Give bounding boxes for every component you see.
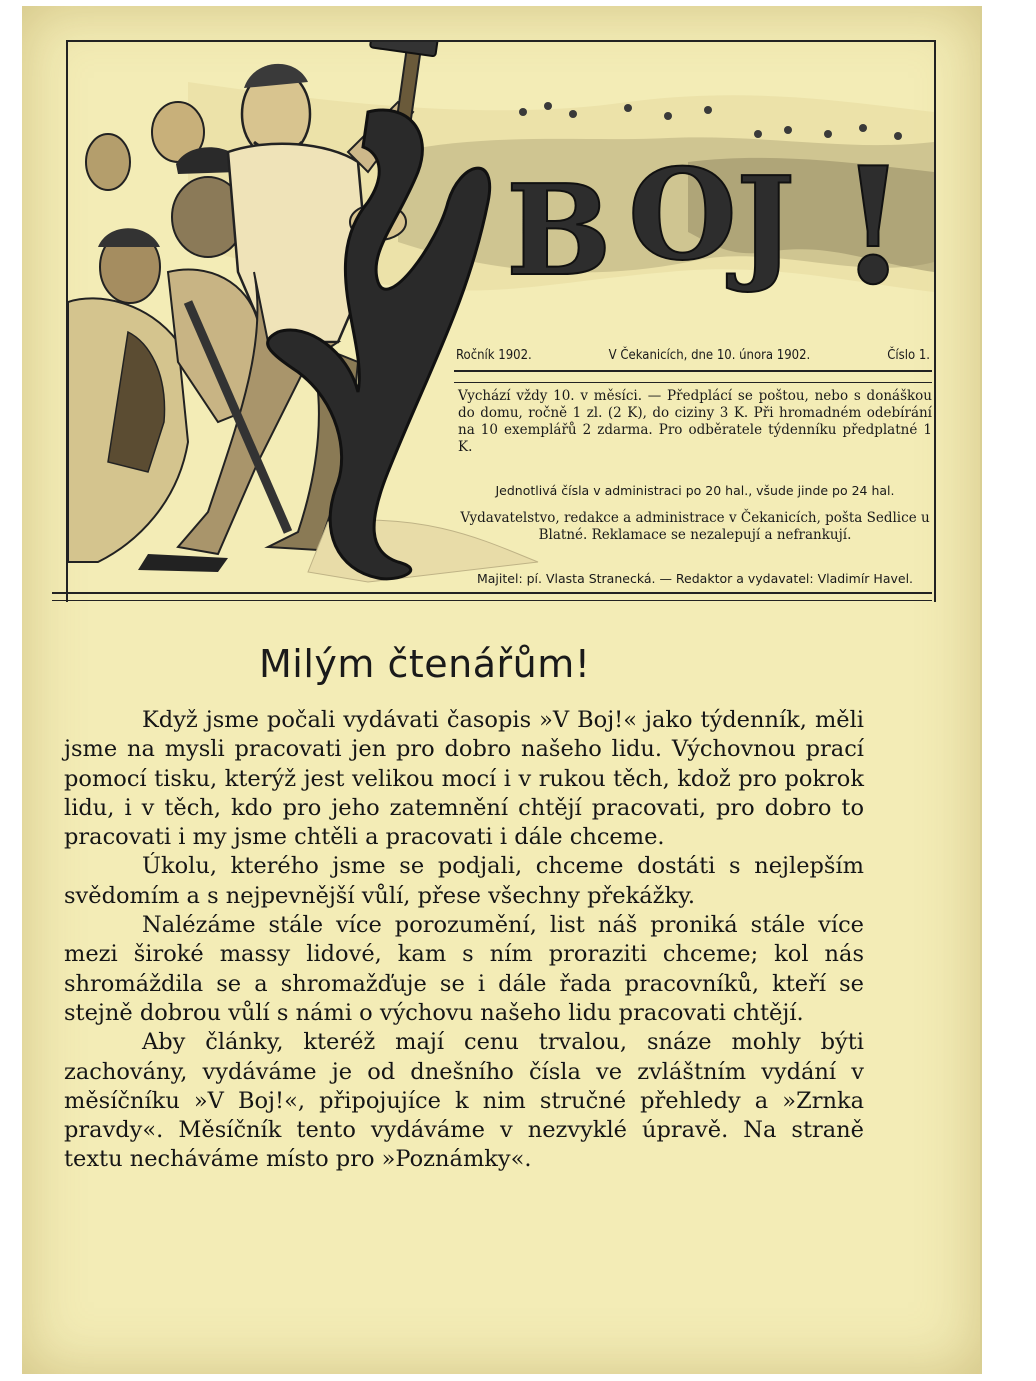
issue-number-label: Číslo 1. [887, 348, 930, 363]
publisher-text: Vydavatelstvo, redakce a administrace v Čekanicích, pošta Sedlice u Blatné. Reklamace se nezalepují a nefrankují. [460, 510, 930, 543]
header-bottom-rule [52, 592, 932, 594]
masthead-rule-2 [454, 382, 932, 383]
title-boj-text: B O J ! [506, 132, 909, 320]
article-paragraph: Aby články, kteréž mají cenu trvalou, snáze mohly býti zachovány, vydáváme je od dnešního čísla ve zvláštním vydání v měsíčníku »V Boj!«, připojujíce k nim stručné přehledy a »Zrnka pravdy«. Měsíčník tento vydáváme v nezvyklé úpravě. Na straně textu necháváme místo pro »Poznámky«. [64, 1029, 864, 1173]
place-date-label: V Čekanicích, dne 10. února 1902. [608, 348, 811, 363]
single-price-text: Jednotlivá čísla v administraci po 20 hal., všude jinde po 24 hal. [495, 483, 895, 498]
masthead-rule [454, 370, 932, 372]
article-title: Milým čtenářům! [259, 642, 591, 686]
article-paragraph: Úkolu, kterého jsme se podjali, chceme dostáti s nejlepším svědomím a s nejpevnější vůlí, přese všechny překážky. [64, 853, 864, 909]
article-body [64, 706, 864, 1175]
owner-text: Majitel: pí. Vlasta Stranecká. — Redaktor a vydavatel: Vladimír Havel. [476, 571, 914, 586]
volume-label: Ročník 1902. [456, 348, 532, 363]
issue-info-row [456, 348, 930, 363]
article-paragraph: Nalézáme stále více porozumění, list náš proniká stále více mezi široké massy lidové, kam s ním proraziti chceme; kol nás shromáždila se a shromažďuje se i dále řada pracovníků, kteří se stejně dobrou vůlí s námi o výchovu našeho lidu pracovati chtějí. [64, 912, 864, 1026]
masthead [66, 40, 936, 602]
article-paragraph: Když jsme počali vydávati časopis »V Boj!« jako týdenník, měli jsme na mysli pracovati jen pro dobro našeho lidu. Výchovnou prací pomocí tisku, kterýž jest velikou mocí i v rukou těch, kdož pro pokrok lidu, i v těch, kdo pro jeho zatemnění chtějí pracovati, pro dobro to pracovati i my jsme chtěli a pracovati i dále chceme. [64, 707, 864, 851]
subscription-text: Vychází vždy 10. v měsíci. — Předplácí se poštou, nebo s donáškou do domu, ročně 1 zl. (2 K), do ciziny 3 K. Při hromadném odebírání na 10 exemplářů 2 zdarma. Pro odběratele týdenníku předplatné 1 K. [458, 388, 932, 455]
header-bottom-rule-2 [52, 600, 932, 601]
newspaper-page [22, 6, 982, 1374]
